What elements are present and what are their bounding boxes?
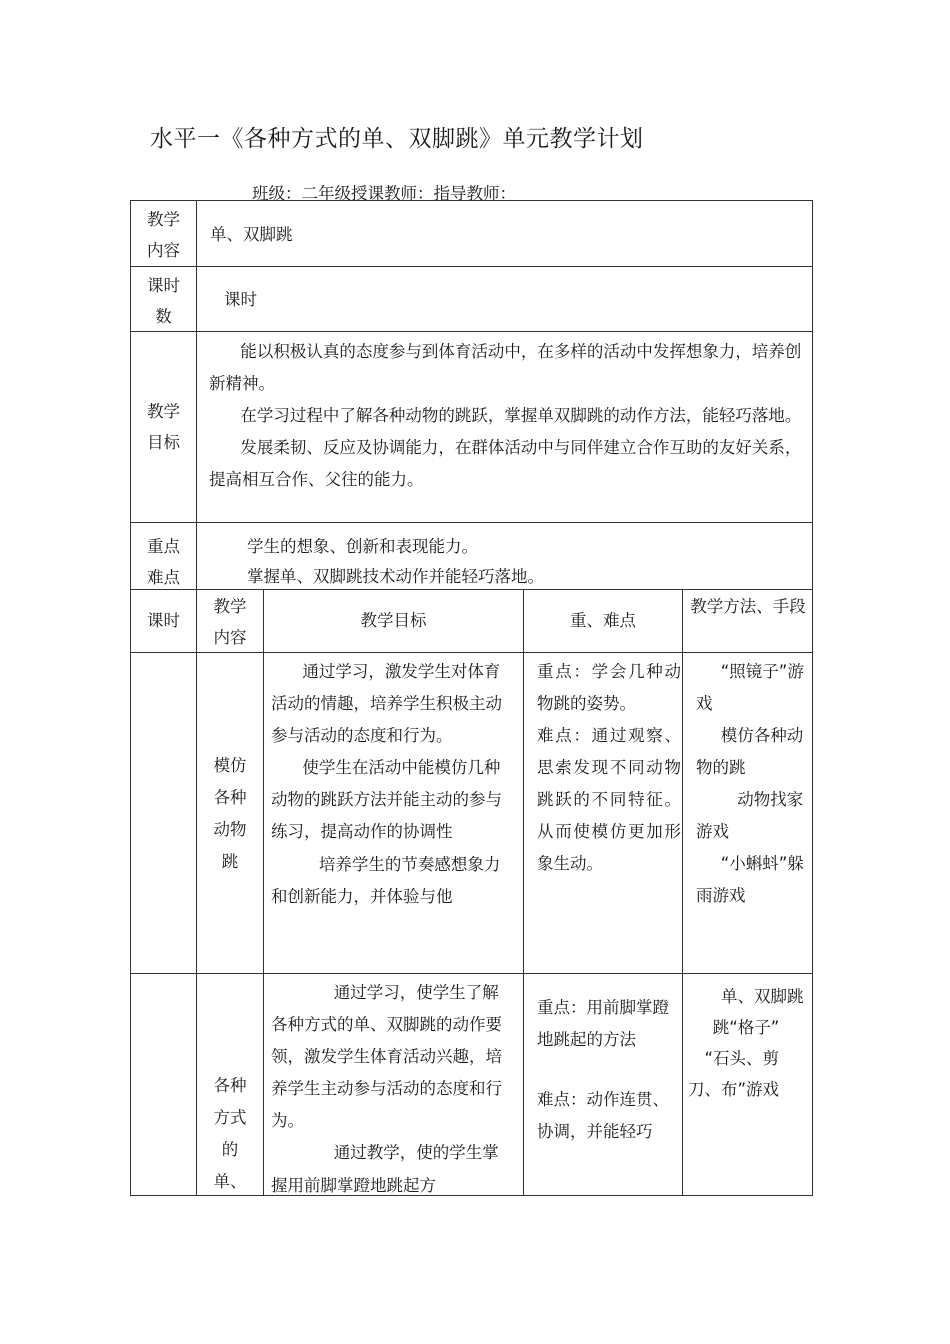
goal-item: 在学习过程中了解各种动物的跳跃，掌握单双脚跳的动作方法，能轻巧落地。 [240,406,802,425]
keypoint-item: 协调，并能轻巧 [537,1122,653,1141]
goal-item: 发展柔韧、反应及协调能力，在群体活动中与同伴建立合作互助的友好关系，提高相互合作、父往的能力。 [209,438,802,489]
class-teacher-info: 班级：二年级授课教师：指导教师： [252,184,516,203]
row-goals [271,656,509,973]
page-title: 水平一《各种方式的单、双脚跳》单元教学计划 [150,126,644,152]
hours-label: 课时 数 [147,276,180,326]
method-item: 单、双脚跳 [721,987,804,1006]
goals-label: 教学 目标 [147,402,180,452]
method-item: “小蝌蚪”躲雨游戏 [696,854,804,905]
header-goals: 教学目标 [360,611,427,630]
goal-item: 培养学生的节奏感想象力和创新能力，并体验与他 [271,854,501,906]
table-row [131,974,812,1195]
header-content: 教学 内容 [213,597,247,647]
keypoint-item: 重点：学会几种动物跳的姿势。 [537,662,681,713]
keypoint-item: 重点：用前脚掌蹬地跳起的方法 [537,998,669,1049]
goal-item: 使学生在活动中能模仿几种动物的跳跃方法并能主动的参与练习，提高动作的协调性 [271,758,502,842]
row-content: 模仿 各种 动物 跳 [213,756,247,871]
row-keypoints [537,992,681,1148]
goal-item: 通过教学，使的学生掌握用前脚掌蹬地跳起方 [271,1143,499,1195]
keypoints-text [247,532,807,592]
keypoint-item: 学生的想象、创新和表现能力。 [247,537,478,556]
row-keypoints [537,656,681,880]
hours-value: 课时 [224,290,257,309]
method-item: 模仿各种动物的跳 [696,726,804,777]
goal-item: 通过学习，使学生了解各种方式的单、双脚跳的动作要领，激发学生体育活动兴趣，培养学生主动参与活动的态度和行为。 [271,983,502,1131]
table-row [131,653,812,973]
header-hour: 课时 [147,611,180,630]
keypoint-item: 难点：通过观察、思索发现不同动物跳跃的不同特征。从而使模仿更加形象生动。 [537,726,681,873]
method-item: 动物找家游戏 [696,790,804,841]
row-methods [696,656,806,912]
goal-item: 通过学习，激发学生对体育活动的情趣，培养学生积极主动参与活动的态度和行为。 [271,662,502,746]
content-value: 单、双脚跳 [210,225,293,244]
method-item: “照镜子”游戏 [696,662,804,713]
header-methods: 教学方法、手段 [690,597,806,616]
row-content: 各种 方式 的 单、 [213,1076,247,1191]
row-methods [688,981,806,1105]
keypoint-item: 掌握单、双脚跳技术动作并能轻巧落地。 [247,567,544,586]
keypoint-item: 难点：动作连贯、 [537,1090,669,1109]
goals-text [209,336,805,496]
goal-item: 能以积极认真的态度参与到体育活动中，在多样的活动中发挥想象力，培养创新精神。 [209,342,802,393]
method-item: 跳“格子” [712,1018,780,1037]
header-keypoints: 重、难点 [570,611,636,630]
row-goals [271,977,509,1195]
method-item: “石头、剪刀、布”游戏 [688,1049,780,1099]
keypoints-label: 重点 难点 [147,537,180,587]
content-label: 教学 内容 [147,210,180,260]
